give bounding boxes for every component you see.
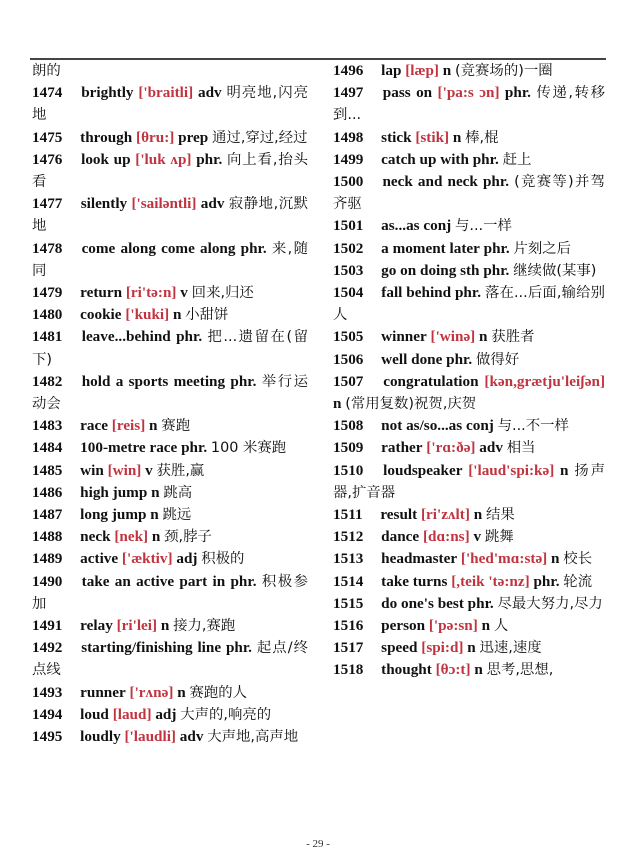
vocab-entry (333, 548, 605, 570)
entry-phonetic: [stik] (415, 128, 450, 146)
left-column (32, 60, 308, 748)
left-entry-list (32, 82, 308, 748)
entry-word: neck and neck (382, 173, 478, 191)
vocab-entry (32, 282, 308, 304)
entry-part-of-speech: adv (197, 84, 222, 102)
page-number: - 29 - (306, 838, 330, 850)
entry-definition: 落在...后面,输给别人 (333, 285, 605, 324)
vocab-entry (333, 215, 605, 237)
vocab-entry (333, 615, 605, 637)
entry-definition: 传递,转移到... (333, 85, 606, 124)
entry-part-of-speech: n (151, 483, 160, 501)
entry-number: 1508 (333, 417, 364, 435)
entry-part-of-speech: conj (423, 217, 452, 235)
entry-definition: 接力,赛跑 (173, 618, 236, 635)
entry-part-of-speech: n (551, 550, 560, 568)
entry-part-of-speech: phr. (467, 594, 494, 612)
vocab-entry (32, 127, 308, 149)
entry-definition: 跳高 (163, 484, 193, 501)
entry-word: not as/so...as (381, 417, 463, 435)
entry-word: cookie (80, 306, 122, 324)
vocab-entry (333, 371, 605, 415)
entry-number: 1515 (333, 594, 364, 612)
vocab-entry (333, 149, 605, 171)
entry-definition: (竞赛场的)一圈 (455, 63, 553, 79)
entry-part-of-speech: n (333, 395, 342, 413)
vocab-entry (333, 437, 605, 459)
vocab-entry (32, 482, 308, 504)
entry-word: return (80, 284, 123, 302)
entry-definition: 回来,归还 (191, 285, 254, 302)
entry-word: come along come along (81, 239, 236, 257)
vocab-entry (32, 460, 308, 482)
entry-number: 1500 (333, 173, 364, 191)
vocab-entry (32, 371, 308, 415)
entry-part-of-speech: v (145, 461, 153, 479)
entry-part-of-speech: n (467, 639, 476, 657)
entry-word: runner (80, 683, 126, 701)
entry-number: 1489 (32, 550, 63, 568)
entry-number: 1506 (333, 350, 364, 368)
entry-part-of-speech: n (452, 128, 462, 146)
entry-word: rather (381, 439, 423, 457)
entry-part-of-speech: n (473, 506, 483, 524)
entry-part-of-speech: adj (155, 705, 177, 723)
entry-number: 1503 (333, 261, 364, 279)
entry-word: high jump (80, 483, 148, 501)
entry-phonetic: ['kuki] (125, 306, 170, 324)
entry-definition: 起点/终点线 (32, 640, 308, 679)
entry-definition: 尽最大努力,尽力 (497, 595, 603, 612)
entry-definition: 赛跑的人 (189, 684, 248, 701)
entry-definition: 与...一样 (455, 218, 512, 235)
entry-number: 1505 (333, 328, 364, 346)
entry-number: 1516 (333, 617, 364, 635)
entry-word: take an active part in (81, 572, 226, 590)
entry-phonetic: [laud] (112, 705, 152, 723)
entry-word: loudspeaker (383, 461, 463, 479)
entry-part-of-speech: phr. (483, 261, 510, 279)
vocab-entry (32, 682, 308, 704)
entry-definition: 扬声器,扩音器 (333, 462, 605, 501)
entry-word: starting/finishing line (81, 639, 222, 657)
entry-word: race (80, 417, 108, 435)
entry-part-of-speech: phr. (533, 572, 560, 590)
entry-part-of-speech: adv (200, 195, 225, 213)
entry-definition: 校长 (563, 551, 593, 568)
entry-definition: 获胜,赢 (156, 462, 205, 479)
entry-phonetic: [læp] (405, 62, 439, 79)
entry-part-of-speech: phr. (483, 239, 510, 257)
entry-word: speed (381, 639, 418, 657)
entry-number: 1517 (333, 639, 364, 657)
entry-definition: 赶上 (502, 151, 532, 168)
entry-part-of-speech: phr. (230, 372, 257, 390)
entry-number: 1498 (333, 128, 364, 146)
vocab-entry (32, 326, 308, 370)
entry-phonetic: ['rʌnə] (129, 683, 174, 701)
vocab-entry (333, 571, 605, 593)
entry-number: 1485 (32, 461, 63, 479)
entry-part-of-speech: phr. (482, 173, 510, 191)
vocab-entry (32, 149, 308, 193)
entry-part-of-speech: phr. (176, 328, 203, 346)
entry-number: 1476 (32, 150, 63, 168)
vocab-entry (32, 704, 308, 726)
vocab-entry (32, 437, 308, 459)
entry-definition: 通过,穿过,经过 (212, 129, 308, 146)
vocab-entry (32, 82, 308, 126)
entry-part-of-speech: n (560, 461, 569, 479)
entry-word: headmaster (381, 550, 458, 568)
entry-word: pass on (382, 84, 433, 102)
vocab-entry (333, 593, 605, 615)
entry-part-of-speech: phr. (225, 639, 252, 657)
entry-part-of-speech: v (473, 528, 482, 546)
vocab-entry (333, 460, 605, 504)
entry-word: 100-metre race (80, 439, 178, 457)
entry-number: 1497 (333, 84, 364, 102)
vocab-entry (333, 238, 605, 260)
vocab-entry (333, 349, 605, 371)
vocab-entry (333, 260, 605, 282)
entry-definition: 积极的 (201, 551, 245, 568)
entry-definition: 轮流 (563, 573, 593, 590)
entry-phonetic: [spi:d] (421, 639, 464, 657)
entry-definition: 明亮地,闪亮地 (32, 85, 309, 124)
entry-part-of-speech: phr. (472, 150, 499, 168)
entry-word: relay (80, 617, 113, 635)
entry-word: leave...behind (81, 328, 171, 346)
entry-word: catch up with (381, 150, 469, 168)
entry-part-of-speech: n (442, 62, 452, 79)
entry-number: 1487 (32, 506, 63, 524)
entry-word: thought (381, 661, 432, 679)
entry-number: 1504 (333, 284, 364, 302)
entry-part-of-speech: n (177, 683, 186, 701)
entry-phonetic: [ri'tə:n] (125, 284, 177, 302)
entry-phonetic: ['pa:s ɔn] (437, 84, 500, 102)
entry-number: 1518 (333, 661, 364, 679)
entry-word: winner (381, 328, 427, 346)
entry-word: well done (381, 350, 443, 368)
entry-part-of-speech: adv (179, 728, 204, 746)
entry-word: look up (81, 150, 131, 168)
entry-number: 1509 (333, 439, 364, 457)
entry-part-of-speech: phr. (230, 572, 257, 590)
entry-number: 1478 (32, 239, 63, 257)
entry-word: result (380, 506, 418, 524)
entry-number: 1510 (333, 461, 364, 479)
entry-number: 1484 (32, 439, 63, 457)
entry-phonetic: ['hed'mɑ:stə] (460, 550, 548, 568)
entry-word: active (80, 550, 119, 568)
entry-word: long jump (80, 506, 147, 524)
entry-number: 1493 (32, 683, 63, 701)
entry-word: silently (80, 195, 128, 213)
entry-word: fall behind (381, 284, 452, 302)
entry-part-of-speech: n (149, 417, 158, 435)
vocab-entry (333, 415, 605, 437)
vocab-entry (333, 659, 605, 681)
entry-phonetic: [θɔ:t] (435, 661, 471, 679)
entry-definition: 获胜者 (491, 329, 535, 346)
entry-number: 1483 (32, 417, 63, 435)
entry-number: 1496 (333, 62, 364, 79)
entry-phonetic: [,teik 'tə:nz] (451, 572, 530, 590)
entry-word: lap (381, 62, 402, 79)
entry-number: 1494 (32, 705, 63, 723)
entry-phonetic: ['braitli] (138, 84, 194, 102)
vocab-entry (333, 504, 605, 526)
entry-part-of-speech: n (150, 506, 159, 524)
entry-number: 1482 (32, 372, 63, 390)
entry-number: 1479 (32, 284, 63, 302)
entry-definition: 继续做(某事) (513, 262, 597, 279)
vocab-entry (333, 60, 605, 82)
entry-definition: 颈,脖子 (164, 529, 212, 546)
entry-number: 1488 (32, 528, 63, 546)
entry-word: loudly (80, 728, 121, 746)
entry-number: 1513 (333, 550, 364, 568)
entry-number: 1486 (32, 483, 63, 501)
vocab-entry (333, 171, 605, 215)
entry-definition: 大声的,响亮的 (180, 706, 272, 723)
entry-part-of-speech: phr. (446, 350, 473, 368)
entry-word: neck (80, 528, 111, 546)
entry-phonetic: ['laudli] (124, 728, 176, 746)
entry-definition: 跳远 (162, 507, 192, 524)
entry-word: as...as (381, 217, 420, 235)
vocab-entry (32, 304, 308, 326)
entry-phonetic: [ri'lei] (116, 617, 158, 635)
vocab-entry (32, 504, 308, 526)
entry-definition: 跳舞 (484, 529, 514, 546)
entry-word: win (80, 461, 104, 479)
entry-definition: 结果 (485, 507, 515, 524)
entry-part-of-speech: prep (178, 128, 209, 146)
vocab-entry (32, 615, 308, 637)
entry-number: 1481 (32, 328, 63, 346)
vocab-entry (32, 637, 308, 681)
entry-definition: 把...遗留在(留下) (32, 329, 309, 368)
entry-definition: 片刻之后 (513, 240, 572, 257)
entry-number: 1502 (333, 239, 364, 257)
right-entry-list (333, 60, 605, 682)
entry-definition: 迅速,速度 (479, 640, 542, 657)
vocab-entry (32, 415, 308, 437)
entry-phonetic: [win] (107, 461, 142, 479)
entry-definition: 相当 (506, 440, 536, 457)
vocab-entry (32, 238, 308, 282)
entry-number: 1490 (32, 572, 63, 590)
entry-definition: 思考,思想, (486, 662, 554, 679)
entry-definition: 100 米赛跑 (210, 440, 287, 457)
entry-definition: (常用复数)祝贺,庆贺 (345, 396, 477, 413)
entry-word: loud (80, 705, 109, 723)
entry-part-of-speech: conj (466, 417, 494, 435)
entry-number: 1492 (32, 639, 63, 657)
entry-word: stick (381, 128, 412, 146)
entry-definition: 来,随同 (32, 240, 309, 279)
vocab-entry (32, 548, 308, 570)
entry-number: 1480 (32, 306, 63, 324)
entry-phonetic: ['winə] (430, 328, 476, 346)
entry-word: congratulation (383, 372, 479, 390)
entry-word: a moment later (381, 239, 480, 257)
entry-part-of-speech: phr. (181, 439, 208, 457)
entry-part-of-speech: adj (176, 550, 198, 568)
entry-part-of-speech: n (173, 306, 182, 324)
entry-phonetic: ['æktiv] (121, 550, 173, 568)
vocab-entry (333, 82, 605, 126)
entry-definition: 寂静地,沉默地 (32, 196, 309, 235)
vocab-entry (333, 127, 605, 149)
entry-part-of-speech: n (479, 328, 488, 346)
entry-definition: 棒,棍 (465, 129, 499, 146)
vocab-entry (32, 726, 308, 748)
entry-word: dance (381, 528, 420, 546)
entry-definition: 举行运动会 (32, 373, 309, 413)
vocab-entry (32, 193, 308, 237)
entry-number: 1495 (32, 728, 63, 746)
entry-number: 1507 (333, 372, 364, 390)
entry-part-of-speech: adv (479, 439, 503, 457)
entry-number: 1514 (333, 572, 364, 590)
entry-part-of-speech: phr. (196, 150, 223, 168)
entry-number: 1501 (333, 217, 364, 235)
vocab-entry (333, 526, 605, 548)
entry-phonetic: [nek] (114, 528, 149, 546)
entry-word: person (381, 617, 426, 635)
entry-part-of-speech: phr. (454, 284, 482, 302)
entry-part-of-speech: v (180, 284, 188, 302)
entry-definition: 积极参加 (32, 573, 308, 612)
vocab-entry (32, 526, 308, 548)
entry-definition: 大声地,高声地 (207, 729, 299, 746)
entry-number: 1491 (32, 617, 63, 635)
entry-number: 1477 (32, 195, 63, 213)
entry-word: brightly (81, 84, 134, 102)
entry-phonetic: [kən,grætju'leiʃən] (484, 372, 606, 390)
entry-definition: 人 (493, 618, 509, 635)
entry-phonetic: ['rɑ:ðə] (426, 439, 476, 457)
entry-definition: (竞赛等)并驾齐驱 (333, 174, 606, 213)
continuation-text: 朗的 (32, 63, 61, 79)
vocab-entry (333, 326, 605, 348)
entry-definition: 做得好 (476, 351, 520, 368)
entry-number: 1511 (333, 506, 363, 524)
entry-number: 1499 (333, 150, 364, 168)
entry-phonetic: [ri'zʌlt] (420, 506, 470, 524)
entry-word: take turns (381, 572, 448, 590)
entry-part-of-speech: phr. (240, 239, 267, 257)
entry-part-of-speech: n (481, 617, 491, 635)
entry-phonetic: ['sailəntli] (131, 195, 197, 213)
entry-phonetic: ['pə:sn] (428, 617, 478, 635)
entry-definition: 小甜饼 (185, 307, 229, 324)
entry-definition: 赛跑 (161, 418, 191, 435)
entry-word: go on doing sth (381, 261, 480, 279)
entry-phonetic: ['luk ʌp] (135, 150, 192, 168)
entry-number: 1474 (32, 84, 63, 102)
entry-part-of-speech: n (151, 528, 161, 546)
entry-phonetic: [reis] (111, 417, 146, 435)
entry-part-of-speech: phr. (504, 84, 531, 102)
entry-number: 1512 (333, 528, 364, 546)
vocab-entry (32, 571, 308, 615)
entry-definition: 与...不一样 (497, 418, 569, 435)
entry-number: 1475 (32, 128, 63, 146)
entry-word: through (80, 128, 133, 146)
entry-phonetic: ['laud'spi:kə] (468, 461, 555, 479)
entry-phonetic: [θru:] (136, 128, 175, 146)
entry-word: hold a sports meeting (81, 372, 226, 390)
vocab-entry (333, 637, 605, 659)
vocab-entry (333, 282, 605, 326)
entry-part-of-speech: n (474, 661, 483, 679)
entry-definition: 向上看,抬头看 (32, 151, 309, 191)
right-column (333, 60, 605, 682)
entry-word: do one's best (381, 594, 464, 612)
entry-part-of-speech: n (160, 617, 170, 635)
entry-phonetic: [dɑ:ns] (422, 528, 470, 546)
